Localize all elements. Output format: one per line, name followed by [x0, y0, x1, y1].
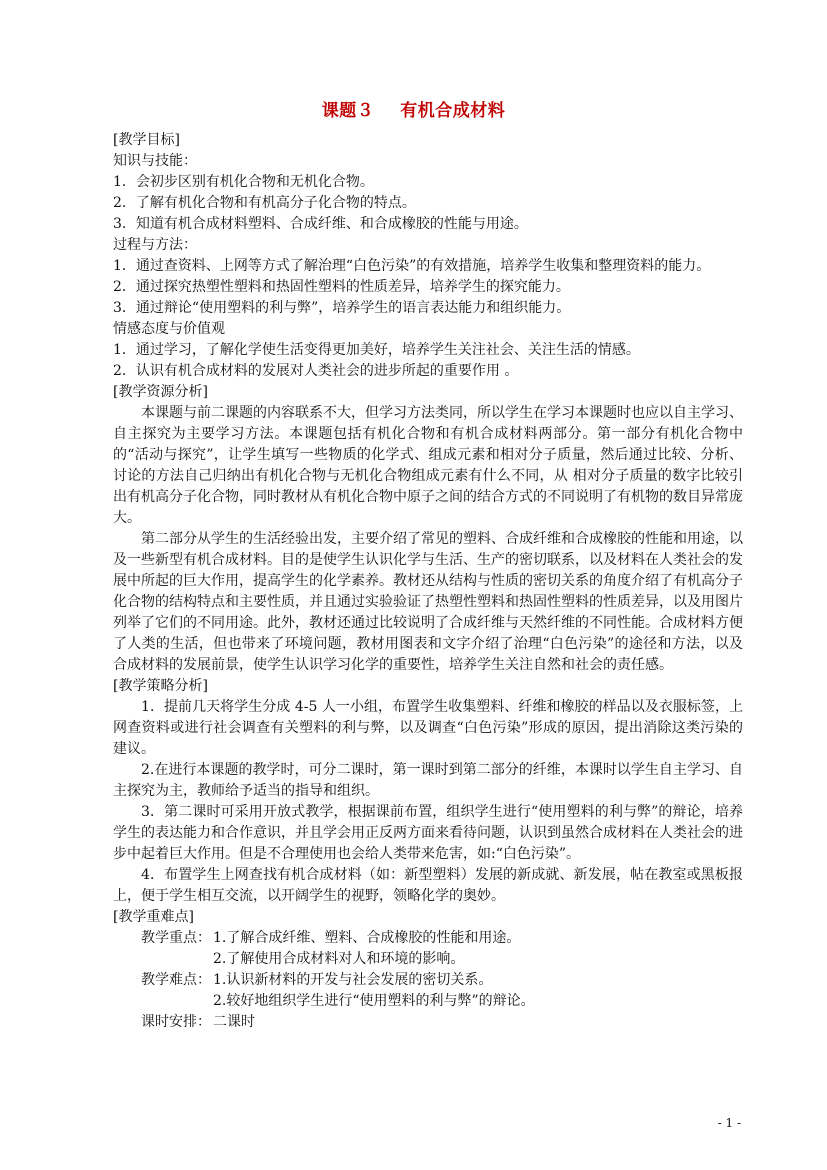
focus-row	[113, 949, 743, 970]
schedule-value: 二课时	[213, 1014, 255, 1030]
focus-item: 1.了解合成纤维、塑料、合成橡胶的性能和用途。	[213, 930, 521, 946]
knowledge-item: 1．会初步区别有机化合物和无机化合物。	[113, 174, 374, 190]
focus-label: 教学重点：	[141, 930, 211, 946]
schedule-row	[113, 1012, 743, 1033]
page-number: - 1 -	[717, 1116, 741, 1130]
emotion-item: 2．认识有机合成材料的发展对人类社会的进步所起的重要作用 。	[113, 363, 519, 379]
difficulty-row	[113, 991, 743, 1012]
process-item: 3．通过辩论“使用塑料的利与弊”，培养学生的语言表达能力和组织能力。	[113, 300, 571, 316]
process-item: 1．通过查资料、上网等方式了解治理“白色污染”的有效措施，培养学生收集和整理资料的能力。	[113, 258, 711, 274]
page-title	[0, 96, 827, 121]
lesson-number: 课题３	[321, 101, 375, 121]
section-header-goals: [教学目标]	[113, 132, 180, 148]
strategy-item: 4．布置学生上网查找有机合成材料（如：新型塑料）发展的新成就、新发展，帖在教室或黑板报上，便于学生相互交流，以开阔学生的视野，领略化学的奥妙。	[113, 867, 743, 904]
emotion-item: 1．通过学习，了解化学使生活变得更加美好，培养学生关注社会、关注生活的情感。	[113, 342, 640, 358]
focus-item: 2.了解使用合成材料对人和环境的影响。	[213, 951, 465, 967]
document-body	[113, 130, 743, 1033]
difficulty-row	[113, 970, 743, 991]
section-header-resources: [教学资源分析]	[113, 384, 208, 400]
difficulty-label: 教学难点：	[141, 972, 211, 988]
knowledge-item: 2．了解有机化合物和有机高分子化合物的特点。	[113, 195, 416, 211]
resource-paragraph: 本课题与前二课题的内容联系不大，但学习方法类同，所以学生在学习本课题时也应以自主学习、自主探究为主要学习方法。本课题包括有机化合物和有机合成材料两部分。第一部分有机化合物中的“活动与探究”，让学生填写一些物质的化学式、组成元素和相对分子质量，然后通过比较、分析、讨论的方法自己归纳出有机化合物与无机化合物组成元素有什么不同，从 相对分子质量的数字比较引出有机高分子化合物，同时教材从有机化合物中原子之间的结合方式的不同说明了有机物的数目异常庞大。	[113, 405, 743, 526]
knowledge-item: 3．知道有机合成材料塑料、合成纤维、和合成橡胶的性能与用途。	[113, 216, 528, 232]
subheader-knowledge: 知识与技能：	[113, 153, 197, 169]
subheader-process: 过程与方法：	[113, 237, 197, 253]
strategy-item: 3．第二课时可采用开放式教学，根据课前布置，组织学生进行“使用塑料的利与弊”的辩论，培养学生的表达能力和合作意识，并且学会用正反两方面来看待问题，认识到虽然合成材料在人类社会的进步中起着巨大作用。但是不合理使用也会给人类带来危害，如:“白色污染”。	[113, 804, 743, 862]
subheader-emotion: 情感态度与价值观	[113, 321, 225, 337]
section-header-key-points: [教学重难点]	[113, 909, 194, 925]
process-item: 2．通过探究热塑性塑料和热固性塑料的性质差异，培养学生的探究能力。	[113, 279, 570, 295]
resource-paragraph: 第二部分从学生的生活经验出发，主要介绍了常见的塑料、合成纤维和合成橡胶的性能和用途，以及一些新型有机合成材料。目的是使学生认识化学与生活、生产的密切联系，以及材料在人类社会的发展中所起的巨大作用，提高学生的化学素养。教材还从结构与性质的密切关系的角度介绍了有机高分子化合物的结构特点和主要性质，并且通过实验验证了热塑性塑料和热固性塑料的性质差异，以及用图片列举了它们的不同用途。此外，教材还通过比较说明了合成纤维与天然纤维的不同性能。合成材料方便了人类的生活，但也带来了环境问题，教材用图表和文字介绍了治理“白色污染”的途径和方法，以及合成材料的发展前景，使学生认识学习化学的重要性，培养学生关注自然和社会的责任感。	[113, 531, 743, 673]
strategy-item: 2.在进行本课题的教学时，可分二课时，第一课时到第二部分的纤维，本课时以学生自主学习、自主探究为主，教师给予适当的指导和组织。	[113, 762, 743, 799]
section-header-strategy: [教学策略分析]	[113, 678, 208, 694]
difficulty-item: 1.认识新材料的开发与社会发展的密切关系。	[213, 972, 493, 988]
focus-row	[113, 928, 743, 949]
difficulty-item: 2.较好地组织学生进行“使用塑料的利与弊”的辩论。	[213, 993, 535, 1009]
schedule-label: 课时安排：	[141, 1014, 211, 1030]
lesson-name: 有机合成材料	[400, 101, 506, 121]
strategy-item: 1．提前几天将学生分成 4-5 人一小组，布置学生收集塑料、纤维和橡胶的样品以及衣服标签，上网查资料或进行社会调查有关塑料的利与弊，以及调查“白色污染”形成的原因，提出消除这类污染的建议。	[113, 699, 743, 757]
